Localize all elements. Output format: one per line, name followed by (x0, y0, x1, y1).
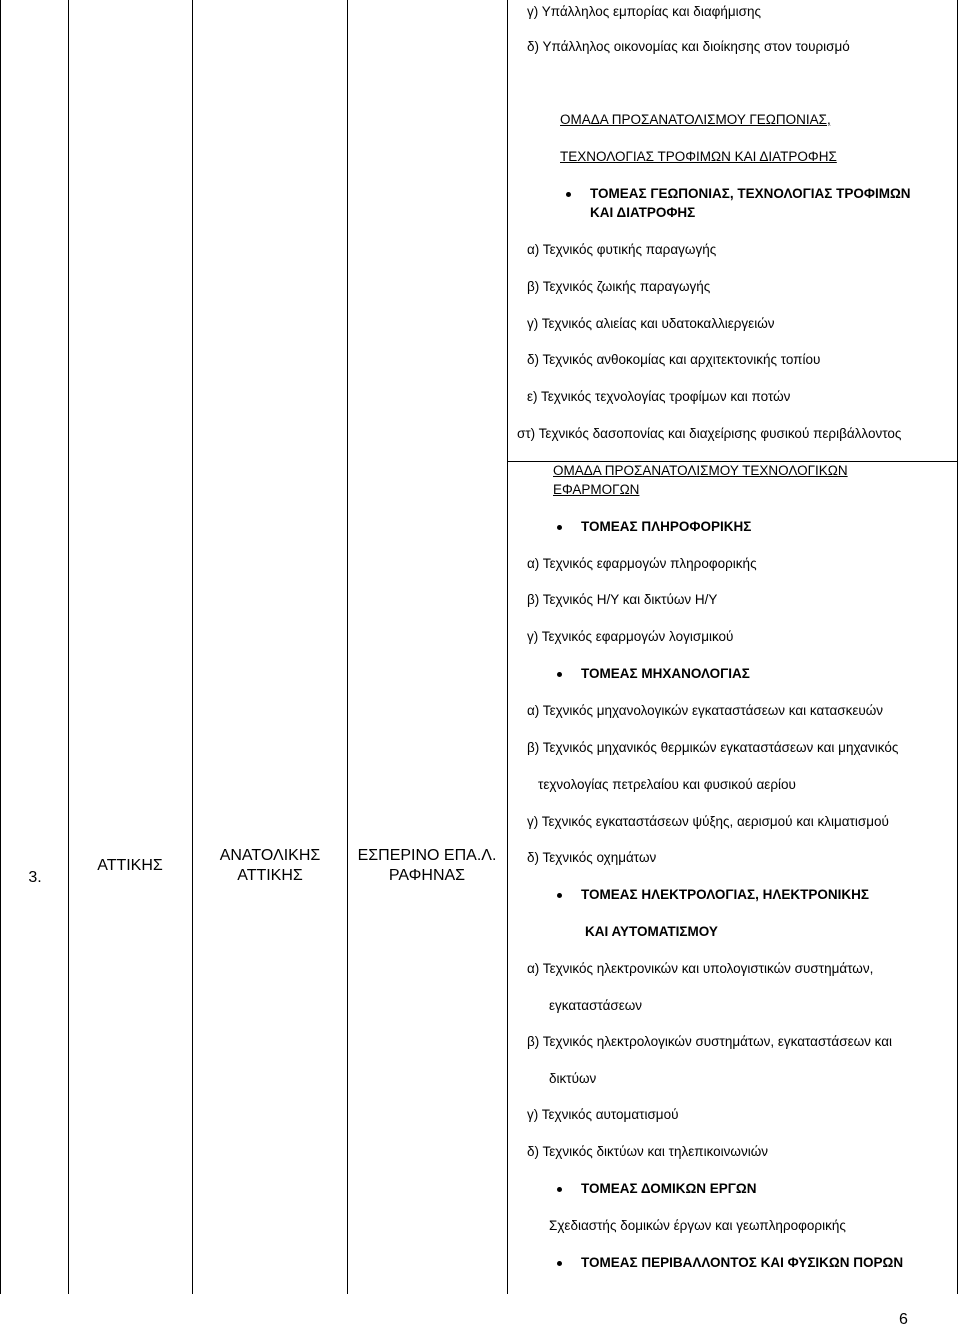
table-column-divider (68, 0, 69, 1294)
specialty-item: ε) Τεχνικός τεχνολογίας τροφίμων και ποτών (527, 389, 791, 404)
bullet-icon (557, 1187, 562, 1192)
bullet-icon (557, 1261, 562, 1266)
school-line: ΡΑΦΗΝΑΣ (388, 867, 466, 884)
specialty-item: εγκαταστάσεων (549, 998, 643, 1013)
specialty-item: δ) Τεχνικός δικτύων και τηλεπικοινωνιών (527, 1144, 768, 1159)
page-number: 6 (899, 1311, 908, 1328)
region-cell: ΑΤΤΙΚΗΣ (97, 857, 163, 874)
specialty-item: β) Τεχνικός ηλεκτρολογικών συστημάτων, εγκαταστάσεων και (527, 1034, 893, 1049)
bullet-icon (557, 525, 562, 530)
sector-heading: ΚΑΙ ΑΥΤΟΜΑΤΙΣΜΟΥ (585, 924, 718, 939)
group-heading: ΤΕΧΝΟΛΟΓΙΑΣ ΤΡΟΦΙΜΩΝ ΚΑΙ ΔΙΑΤΡΟΦΗΣ (560, 149, 837, 164)
row-number: 3. (28, 869, 42, 886)
table-column-divider (192, 0, 193, 1294)
specialty-item: β) Τεχνικός μηχανικός θερμικών εγκαταστάσεων και μηχανικός (527, 740, 899, 755)
district-cell (194, 846, 346, 886)
sector-heading: ΤΟΜΕΑΣ ΠΛΗΡΟΦΟΡΙΚΗΣ (581, 519, 752, 534)
specialty-item: τεχνολογίας πετρελαίου και φυσικού αερίου (538, 777, 796, 792)
specialty-item: δικτύων (549, 1071, 597, 1086)
specialty-item: β) Τεχνικός ζωικής παραγωγής (527, 279, 711, 294)
specialty-item: β) Τεχνικός Η/Υ και δικτύων Η/Υ (527, 592, 718, 607)
district-line: ΑΤΤΙΚΗΣ (237, 867, 303, 884)
specialty-item: γ) Τεχνικός αυτοματισμού (527, 1107, 679, 1122)
specialty-item: δ) Τεχνικός ανθοκομίας και αρχιτεκτονικής τοπίου (527, 352, 821, 367)
table-column-divider (347, 0, 348, 1294)
sector-heading: ΤΟΜΕΑΣ ΔΟΜΙΚΩΝ ΕΡΓΩΝ (581, 1181, 757, 1196)
bullet-icon (557, 672, 562, 677)
specialty-item: Σχεδιαστής δομικών έργων και γεωπληροφορικής (549, 1218, 846, 1233)
group-heading: ΟΜΑΔΑ ΠΡΟΣΑΝΑΤΟΛΙΣΜΟΥ ΓΕΩΠΟΝΙΑΣ, (560, 112, 831, 127)
specialty-item: γ) Τεχνικός εγκαταστάσεων ψύξης, αερισμού και κλιματισμού (527, 814, 889, 829)
table-border-left (0, 0, 1, 1294)
specialty-item: στ) Τεχνικός δασοπονίας και διαχείρισης φυσικού περιβάλλοντος (517, 426, 902, 441)
group-heading: ΕΦΑΡΜΟΓΩΝ (553, 482, 640, 497)
specialty-item: γ) Τεχνικός αλιείας και υδατοκαλλιεργειών (527, 316, 775, 331)
sector-heading: ΤΟΜΕΑΣ ΗΛΕΚΤΡΟΛΟΓΙΑΣ, ΗΛΕΚΤΡΟΝΙΚΗΣ (581, 887, 869, 902)
table-column-divider (507, 0, 508, 1294)
sector-heading: ΤΟΜΕΑΣ ΓΕΩΠΟΝΙΑΣ, ΤΕΧΝΟΛΟΓΙΑΣ ΤΡΟΦΙΜΩΝ (590, 186, 911, 201)
specialty-item: δ) Υπάλληλος οικονομίας και διοίκησης στον τουρισμό (527, 39, 850, 54)
sector-heading: ΤΟΜΕΑΣ ΜΗΧΑΝΟΛΟΓΙΑΣ (581, 666, 750, 681)
school-line: ΕΣΠΕΡΙΝΟ ΕΠΑ.Λ. (357, 847, 497, 864)
bullet-icon (566, 192, 571, 197)
specialty-item: α) Τεχνικός ηλεκτρονικών και υπολογιστικών συστημάτων, (527, 961, 874, 976)
specialty-item: α) Τεχνικός εφαρμογών πληροφορικής (527, 556, 757, 571)
specialty-item: α) Τεχνικός φυτικής παραγωγής (527, 242, 717, 257)
district-line: ΑΝΑΤΟΛΙΚΗΣ (219, 847, 321, 864)
specialty-item: α) Τεχνικός μηχανολογικών εγκαταστάσεων και κατασκευών (527, 703, 884, 718)
sector-heading: ΚΑΙ ΔΙΑΤΡΟΦΗΣ (590, 205, 696, 220)
specialty-item: γ) Υπάλληλος εμπορίας και διαφήμισης (527, 4, 762, 19)
bullet-icon (557, 893, 562, 898)
school-cell (349, 846, 505, 886)
table-border-right (957, 0, 958, 1294)
cell-divider (507, 461, 958, 462)
specialty-item: δ) Τεχνικός οχημάτων (527, 850, 657, 865)
specialty-item: γ) Τεχνικός εφαρμογών λογισμικού (527, 629, 734, 644)
sector-heading: ΤΟΜΕΑΣ ΠΕΡΙΒΑΛΛΟΝΤΟΣ ΚΑΙ ΦΥΣΙΚΩΝ ΠΟΡΩΝ (581, 1255, 904, 1270)
group-heading: ΟΜΑΔΑ ΠΡΟΣΑΝΑΤΟΛΙΣΜΟΥ ΤΕΧΝΟΛΟΓΙΚΩΝ (553, 463, 848, 478)
